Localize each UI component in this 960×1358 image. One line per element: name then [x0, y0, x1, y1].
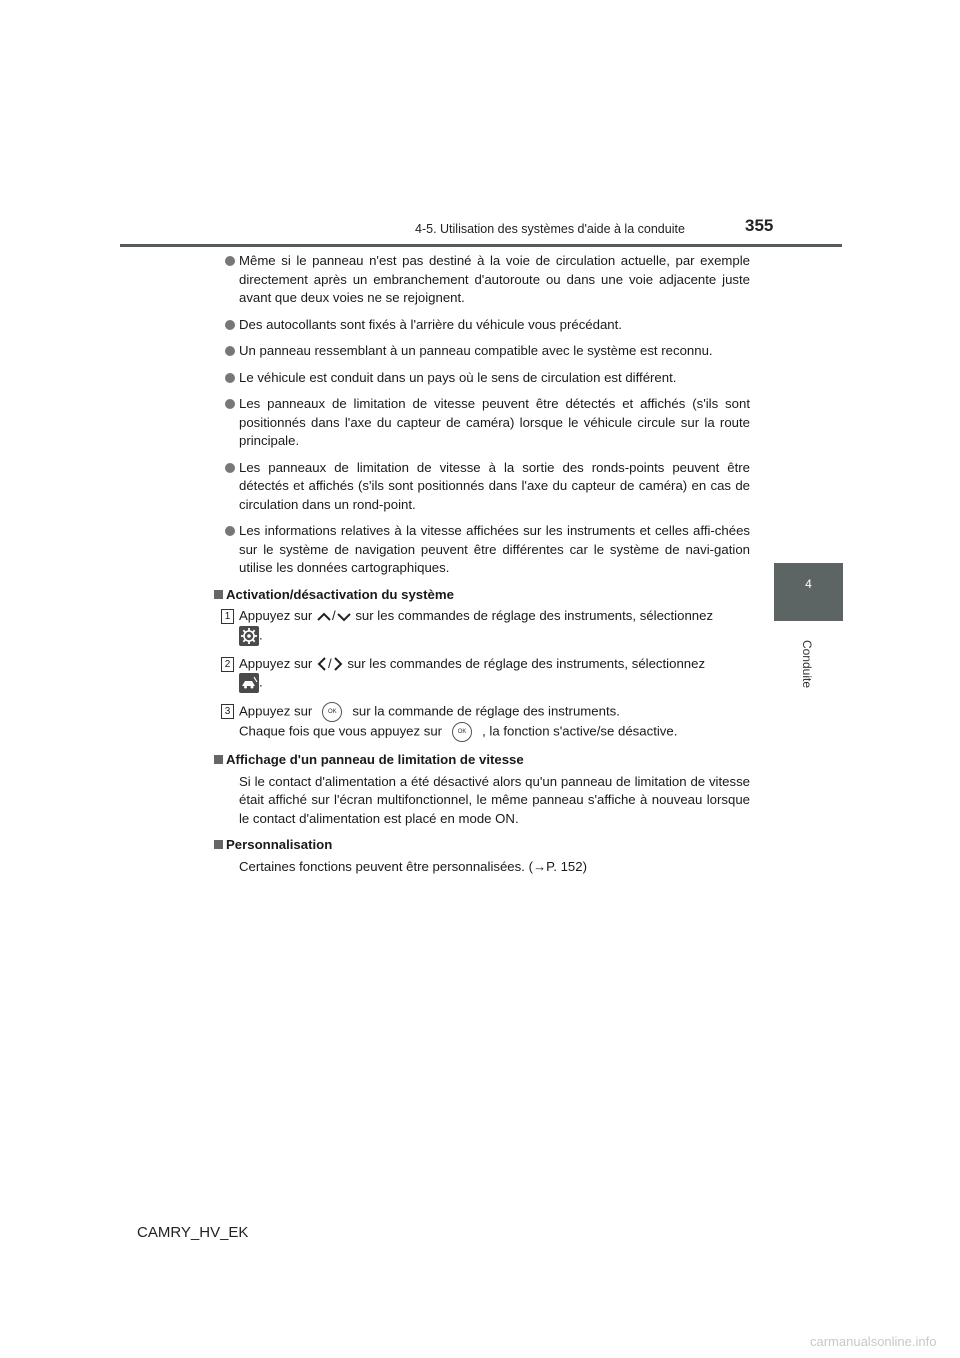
chapter-number: 4: [805, 577, 812, 591]
chapter-tab: [774, 563, 843, 621]
page-number: 355: [745, 216, 774, 235]
bullet-icon: [225, 256, 235, 266]
step-1: 1 Appuyez sur / sur les commandes de réglage des instruments, sélectionnez .: [212, 607, 750, 646]
chevron-up-icon: [316, 611, 332, 623]
step-number: 3: [221, 704, 234, 719]
display-heading: Affichage d'un panneau de limitation de vitesse: [212, 751, 750, 770]
square-bullet-icon: [214, 840, 223, 849]
step-3: 3 Appuyez sur OK sur la commande de réglage des instruments. Chaque fois que vous appuyez sur OK , la fonction s'active/se désactive.: [212, 702, 750, 742]
activation-heading: Activation/désactivation du système: [212, 586, 750, 605]
step-number: 2: [221, 657, 234, 672]
list-item: Même si le panneau n'est pas destiné à la voie de circulation actuelle, par exemple directement après un embranchement d'autoroute ou dans une voie adjacente juste avant que deux voies ne se rejoignent.: [212, 252, 750, 308]
model-code: CAMRY_HV_EK: [137, 1224, 249, 1241]
bullet-icon: [225, 320, 235, 330]
list-item: Le véhicule est conduit dans un pays où le sens de circulation est différent.: [212, 369, 750, 388]
bullet-icon: [225, 346, 235, 356]
chapter-label: Conduite: [800, 639, 814, 689]
watermark: carmanualsonline.info: [810, 1334, 937, 1349]
custom-heading: Personnalisation: [212, 836, 750, 855]
chevron-left-icon: [316, 656, 328, 672]
page-ref-arrow: →: [532, 858, 547, 874]
list-item: Des autocollants sont fixés à l'arrière du véhicule vous précédant.: [212, 316, 750, 335]
display-body: Si le contact d'alimentation a été désactivé alors qu'un panneau de limitation de vitesse était affiché sur l'écran multifonctionnel, le même panneau s'affiche à nouveau lorsque le contact d'alimentation est placé en mode ON.: [239, 773, 750, 826]
bullet-icon: [225, 373, 235, 383]
gear-icon: [239, 626, 259, 646]
step-2: 2 Appuyez sur / sur les commandes de réglage des instruments, sélectionnez .: [212, 655, 750, 694]
page-ref-link[interactable]: P. 152): [546, 858, 587, 874]
step-number: 1: [221, 609, 234, 624]
square-bullet-icon: [214, 755, 223, 764]
car-road-sign-icon: [239, 673, 259, 693]
square-bullet-icon: [214, 590, 223, 599]
list-item: Les panneaux de limitation de vitesse peuvent être détectés et affichés (s'ils sont positionnés dans l'axe du capteur de caméra) lorsque le véhicule circule sur la route principale.: [212, 395, 750, 451]
bullet-icon: [225, 399, 235, 409]
bullet-icon: [225, 463, 235, 473]
ok-button-icon: OK: [452, 722, 472, 742]
custom-body: Certaines fonctions peuvent être personnalisées. (→P. 152): [239, 858, 587, 874]
list-item: Les informations relatives à la vitesse affichées sur les instruments et celles affi-chées sur le système de navigation peuvent être différentes car le système de navi-gation utilise les données cartographiques.: [212, 522, 750, 578]
header-divider: [120, 244, 842, 247]
list-item: Les panneaux de limitation de vitesse à la sortie des ronds-points peuvent être détectés et affichés (s'ils sont positionnés dans l'axe du capteur de caméra) en cas de circulation dans un rond-point.: [212, 459, 750, 515]
chevron-right-icon: [332, 656, 344, 672]
list-item: Un panneau ressemblant à un panneau compatible avec le système est reconnu.: [212, 342, 750, 361]
bullet-icon: [225, 526, 235, 536]
section-title: 4-5. Utilisation des systèmes d'aide à la conduite: [415, 222, 685, 236]
ok-button-icon: OK: [322, 702, 342, 722]
content: [212, 252, 750, 884]
chevron-down-icon: [336, 611, 352, 623]
